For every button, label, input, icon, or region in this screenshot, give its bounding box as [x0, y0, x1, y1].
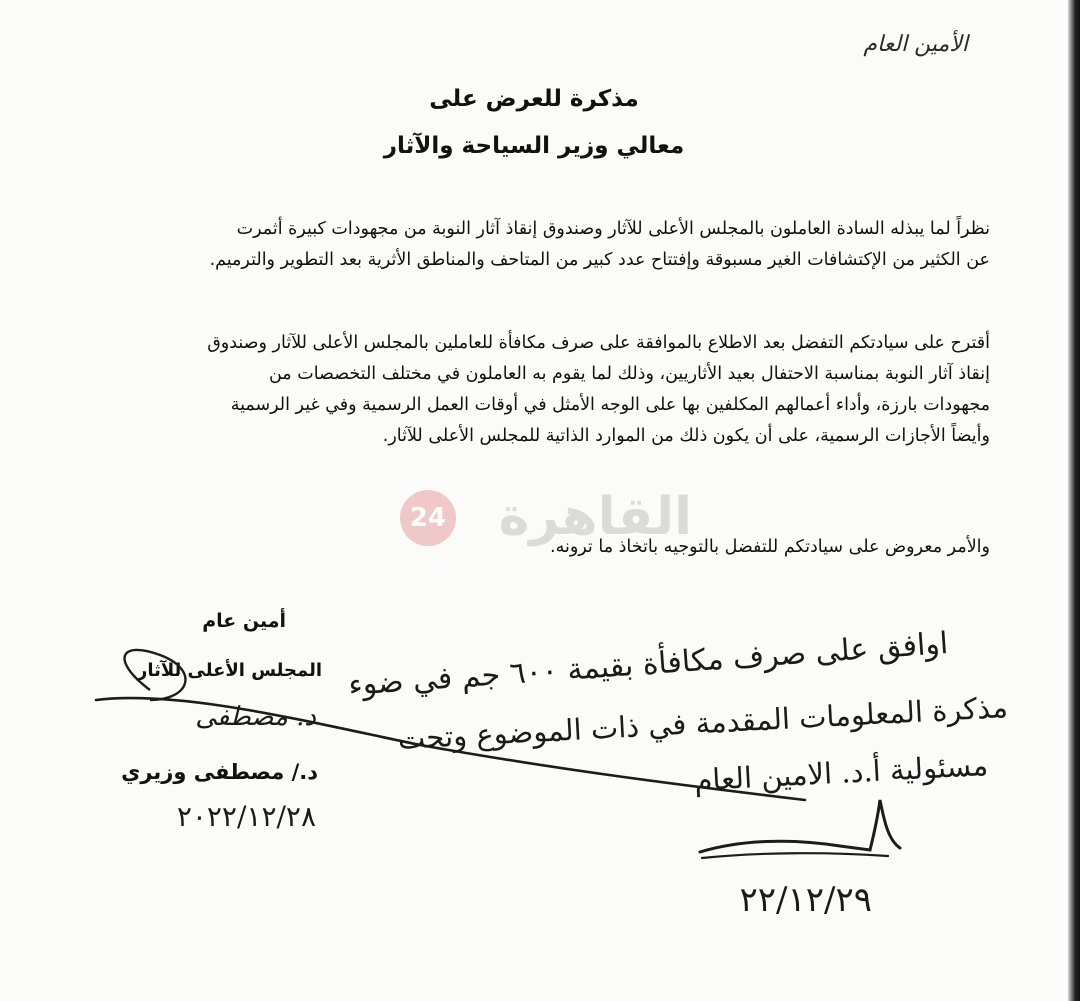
signature-mark [700, 800, 900, 852]
paragraph-line: وأيضاً الأجازات الرسمية، على أن يكون ذلك من الموارد الذاتية للمجلس الأعلى للآثار. [382, 426, 990, 446]
handwritten-note-date: ٢٢/١٢/٢٩ [739, 880, 872, 920]
signatory-name: د./ مصطفى وزيري [121, 760, 318, 784]
handwritten-note-line-2: مذكرة المعلومات المقدمة في ذات الموضوع وتحت [397, 690, 1009, 756]
scan-edge [1068, 0, 1080, 1001]
signature-long-stroke [96, 698, 805, 800]
watermark-text: القاهرة [498, 487, 692, 547]
memo-title: مذكرة للعرض على [429, 86, 639, 112]
memo-recipient: معالي وزير السياحة والآثار [383, 133, 685, 159]
paragraph-line: مجهودات بارزة، وأداء أعمالهم المكلفين بها على الوجه الأمثل في أوقات العمل الرسمية وفي غير الرسمية [230, 395, 990, 415]
signature-underline [702, 853, 888, 858]
watermark-badge: 24 [400, 490, 456, 546]
signatory-council: المجلس الأعلى للآثار [136, 660, 322, 681]
handwritten-note-line-1: اوافق على صرف مكافأة بقيمة ٦٠٠ جم في ضوء [347, 626, 950, 703]
signatory-title: أمين عام [202, 610, 286, 632]
signatory-date: ٢٠٢٢/١٢/٢٨ [176, 800, 316, 833]
paragraph-line: إنقاذ آثار النوبة بمناسبة الاحتفال بعيد الأثاريين، وذلك لما يقوم به العاملون في مختلف التخصصات من [268, 364, 990, 384]
handwritten-note-line-3: مسئولية أ.د. الامين العام [693, 748, 989, 798]
paragraph-line: والأمر معروض على سيادتكم للتفضل بالتوجيه باتخاذ ما ترونه. [550, 537, 990, 557]
signatory-signature: د. مصطفى [195, 702, 316, 732]
header-stamp: الأمين العام [863, 32, 968, 57]
paragraph-line: عن الكثير من الإكتشافات الغير مسبوقة وإفتتاح عدد كبير من المتاحف والمناطق الأثرية بعد التطوير والترميم. [209, 250, 990, 270]
signature-loop [125, 650, 186, 700]
paragraph-line: نظراً لما يبذله السادة العاملون بالمجلس الأعلى للآثار وصندوق إنقاذ آثار النوبة من مجهودات كبيرة أثمرت [236, 219, 990, 239]
paragraph-line: أقترح على سيادتكم التفضل بعد الاطلاع بالموافقة على صرف مكافأة للعاملين بالمجلس الأعلى للآثار وصندوق [207, 333, 990, 353]
